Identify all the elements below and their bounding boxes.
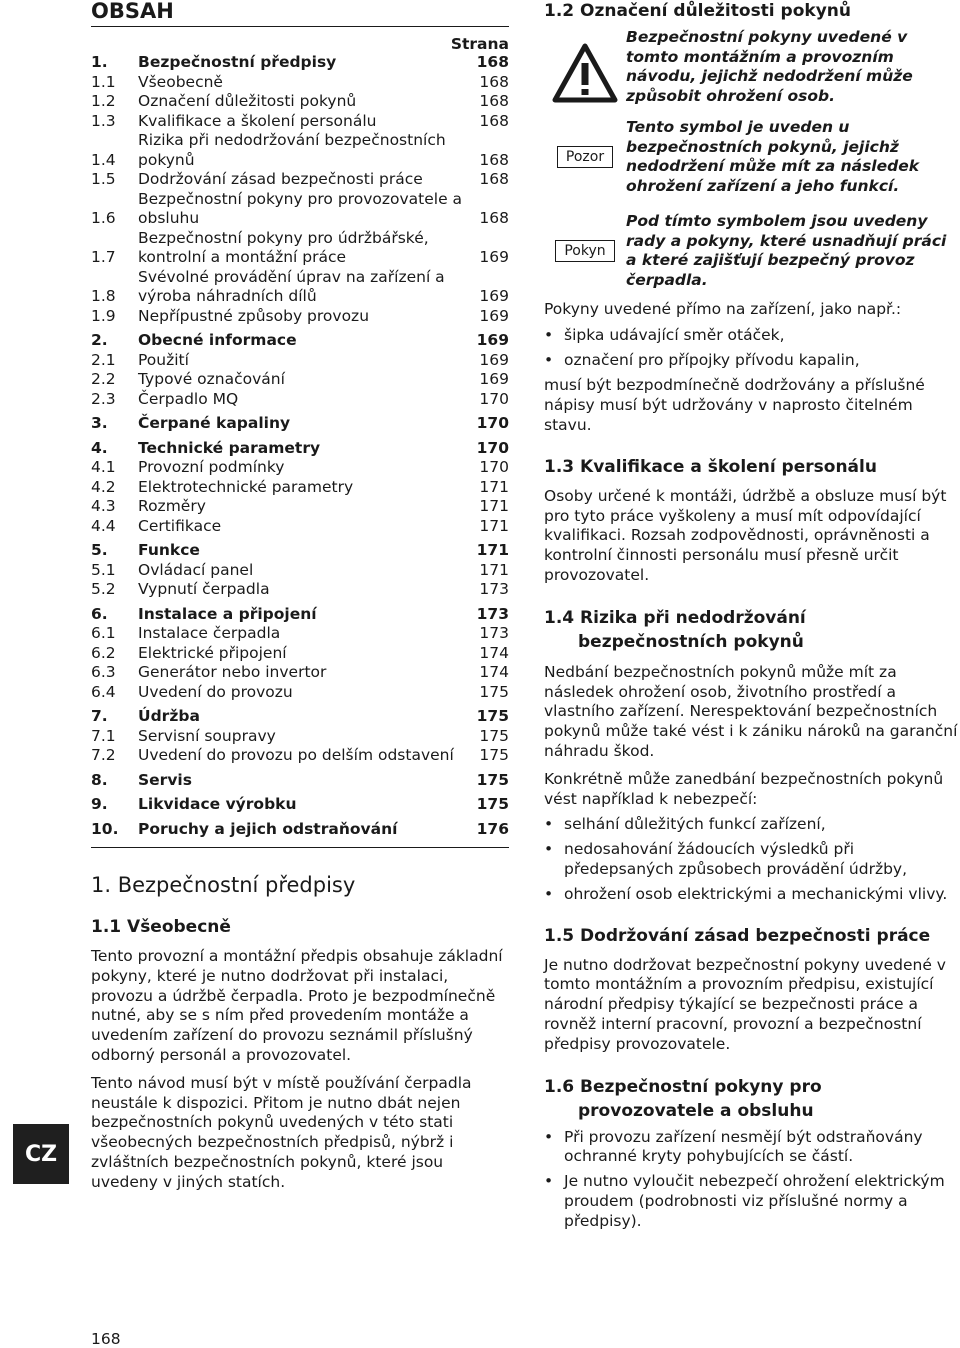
- toc-entry: [91, 771, 509, 791]
- section-1-5-paragraph-1: Je nutno dodržovat bezpečnostní pokyny uvedené v tomto montážním a provozním předpisu, existující národní předpisy týkající se bezpečnosti práce a rovněž interní pracovní, provozní a bezpečnostní předpisy provozovatele.: [544, 955, 946, 1053]
- toc-entry: [91, 644, 509, 664]
- toc-entry-title: Bezpečnostní pokyny pro údržbářské, kontrolní a montážní práce: [138, 228, 429, 266]
- toc-entry-title: Dodržování zásad bezpečnosti práce: [138, 170, 423, 188]
- toc-entry: [91, 746, 509, 766]
- toc-entry-number: 1.9: [91, 306, 116, 325]
- toc-entry-page: 169: [476, 331, 509, 349]
- toc-entry: [91, 683, 509, 703]
- toc-entry-page: 168: [476, 53, 509, 71]
- toc-entry: [91, 541, 509, 561]
- toc-entry-title: Instalace a připojení: [138, 604, 317, 623]
- toc-entry-number: 1.4: [91, 150, 116, 169]
- toc-entry-number: 1.6: [91, 209, 116, 227]
- toc-entry-page: 170: [476, 438, 509, 457]
- toc-entry: [91, 795, 509, 815]
- toc-entry-number: 6.4: [91, 682, 116, 701]
- toc-entry-title: Uvedení do provozu: [138, 682, 293, 701]
- toc-entry-number: 4.4: [91, 516, 116, 535]
- section-1-1-heading: 1.1 Všeobecně: [91, 917, 231, 937]
- toc-entry: [91, 605, 509, 625]
- left-column: [91, 0, 509, 1193]
- toc-entry-number: 1.7: [91, 248, 116, 266]
- toc-entry-number: 5.: [91, 541, 108, 559]
- toc-entry-page: 168: [479, 150, 509, 169]
- toc-entry-page: 174: [479, 643, 509, 662]
- toc-entry-title: Čerpané kapaliny: [138, 414, 291, 432]
- page-number: 168: [91, 1330, 121, 1348]
- toc-entry-title: Uvedení do provozu po delším odstavení: [138, 746, 454, 764]
- toc-entry: [91, 663, 509, 683]
- toc-entry-page: 173: [479, 580, 509, 598]
- toc-entry: [91, 170, 509, 190]
- toc-entry: [91, 707, 509, 727]
- section-1-2-bullets: [544, 326, 960, 371]
- section-1-5-heading: 1.5 Dodržování zásad bezpečnosti práce: [544, 925, 931, 946]
- warning-note-text: Bezpečnostní pokyny uvedené v tomto montážním a provozním návodu, jejichž nedodržení může způsobit ohrožení osob.: [626, 28, 913, 105]
- toc-entry-number: 5.1: [91, 560, 116, 579]
- section-1-4-heading: 1.4 Rizika při nedodržování bezpečnostních pokynů: [544, 607, 806, 652]
- toc-entry-number: 2.2: [91, 370, 116, 388]
- toc-list: [91, 53, 509, 839]
- toc-entry-number: 2.3: [91, 389, 116, 408]
- toc-entry: [91, 390, 509, 410]
- toc-end-rule: [91, 847, 509, 848]
- toc-entry-number: 6.3: [91, 663, 116, 681]
- toc-entry: [91, 351, 509, 371]
- list-item: • selhání důležitých funkcí zařízení,: [544, 815, 826, 834]
- section-1-1-paragraph-1: Tento provozní a montážní předpis obsahuje základní pokyny, které je nutno dodržovat při instalaci, provozu a údržbě čerpadla. Proto je bezpodmínečně nutné, aby se s ním před provedením montáže a uvedením zařízení do provozu seznámil příslušný odborný personál a provozovatel.: [91, 947, 503, 1064]
- toc-entry: [91, 820, 509, 840]
- toc-entry-title: Technické parametry: [138, 438, 321, 457]
- section-1-2-paragraph-2: musí být bezpodmínečně dodržovány a příslušné nápisy musí být udržovány v naprosto čitelném stavu.: [544, 376, 925, 434]
- toc-entry-page: 171: [479, 497, 509, 515]
- toc-title: OBSAH: [91, 0, 174, 23]
- toc-entry-title: Údržba: [138, 707, 200, 725]
- section-1-2-heading: 1.2 Označení důležitosti pokynů: [544, 1, 851, 21]
- toc-entry-page: 169: [479, 350, 509, 369]
- toc-entry-number: 4.: [91, 438, 108, 457]
- toc-entry-title: Všeobecně: [138, 72, 223, 91]
- toc-entry-title: Ovládací panel: [138, 560, 254, 579]
- section-1-1-paragraph-2: Tento návod musí být v místě používání čerpadla neustále k dispozici. Přitom je nutno dbát nejen bezpečnostních pokynů uvedených v této stati všeobecných bezpečnostních předpisů, nýbrž i zvláštních bezpečnostních pokynů, které jsou uvedeny v jiných statích.: [91, 1073, 472, 1191]
- pokyn-note: [544, 212, 960, 290]
- toc-entry-title: Generátor nebo invertor: [138, 663, 327, 681]
- toc-entry-number: 6.: [91, 604, 108, 623]
- toc-entry-number: 1.1: [91, 72, 116, 91]
- toc-entry-title: Rozměry: [138, 497, 206, 515]
- toc-entry-title: Čerpadlo MQ: [138, 389, 239, 408]
- list-item: • ohrožení osob elektrickými a mechanickými vlivy.: [544, 884, 948, 903]
- toc-entry-number: 1.: [91, 53, 108, 71]
- toc-entry-number: 8.: [91, 770, 108, 789]
- toc-entry-page: 173: [476, 604, 509, 623]
- toc-entry: [91, 561, 509, 581]
- toc-entry-page: 168: [479, 209, 509, 227]
- toc-entry-number: 6.2: [91, 643, 116, 662]
- list-item: • Je nutno vyloučit nebezpečí ohrožení elektrickým proudem (podrobnosti viz příslušné normy a předpisy).: [544, 1172, 945, 1230]
- toc-entry: [91, 53, 509, 73]
- toc-entry-page: 175: [476, 770, 509, 789]
- toc-entry-page: 168: [479, 170, 509, 188]
- section-1-4-bullets: [544, 815, 960, 904]
- right-column: [544, 0, 960, 1232]
- toc-entry-title: Elektrické připojení: [138, 643, 287, 662]
- toc-entry-page: 176: [476, 819, 509, 838]
- toc-entry-title: Označení důležitosti pokynů: [138, 92, 357, 110]
- toc-entry-page: 174: [479, 663, 509, 681]
- list-item: • označení pro přípojky přívodu kapalin,: [544, 350, 860, 369]
- toc-entry-page: 175: [476, 707, 509, 725]
- toc-entry-number: 1.8: [91, 287, 116, 305]
- toc-entry-title: Použití: [138, 350, 189, 369]
- pozor-note: [544, 118, 960, 196]
- toc-page-column-label: Strana: [450, 35, 509, 53]
- toc-entry-title: Bezpečnostní pokyny pro provozovatele a obsluhu: [138, 189, 463, 227]
- toc-entry-number: 9.: [91, 795, 108, 813]
- toc-entry-number: 2.1: [91, 350, 116, 369]
- toc-entry-number: 1.2: [91, 92, 116, 110]
- toc-entry-page: 175: [476, 795, 509, 813]
- list-item: • nedosahování žádoucích výsledků při předepsaných způsobech provádění údržby,: [544, 840, 908, 878]
- toc-entry-title: Obecné informace: [138, 331, 297, 349]
- list-item: • Při provozu zařízení nesmějí být odstraňovány ochranné kryty pohybujících se částí.: [544, 1127, 923, 1166]
- toc-entry-page: 168: [479, 72, 509, 91]
- toc-entry-title: Elektrotechnické parametry: [138, 477, 354, 496]
- toc-entry-number: 7.2: [91, 746, 116, 764]
- section-1-6-bullets: [544, 1128, 960, 1232]
- warning-note: [544, 28, 960, 106]
- toc-entry-page: 170: [476, 414, 509, 432]
- toc-entry-title: Certifikace: [138, 516, 222, 535]
- toc-entry-page: 175: [479, 746, 509, 764]
- toc-entry-page: 171: [479, 560, 509, 579]
- toc-entry: [91, 439, 509, 459]
- pokyn-note-text: Pod tímto symbolem jsou uvedeny rady a pokyny, které usnadňují práci a které zajišťují bezpečný provoz čerpadla.: [626, 212, 947, 289]
- toc-entry: [91, 414, 509, 434]
- pozor-label: Pozor: [557, 146, 613, 168]
- toc-entry-number: 4.2: [91, 477, 116, 496]
- toc-entry: [91, 497, 509, 517]
- toc-entry-number: 10.: [91, 819, 119, 838]
- toc-entry-title: Typové označování: [138, 370, 285, 388]
- toc-entry-number: 2.: [91, 331, 108, 349]
- toc-entry-page: 171: [476, 541, 509, 559]
- toc-entry: [91, 268, 509, 307]
- toc-entry-title: Servisní soupravy: [138, 726, 276, 745]
- pokyn-label: Pokyn: [555, 240, 614, 262]
- toc-entry-title: Bezpečnostní předpisy: [138, 53, 337, 71]
- pozor-note-text: Tento symbol je uveden u bezpečnostních pokynů, jejichž nedodržení může mít za následek ohrožení zařízení a jeho funkcí.: [626, 118, 920, 195]
- toc-entry-number: 1.3: [91, 111, 116, 130]
- toc-entry-page: 169: [479, 306, 509, 325]
- toc-entry: [91, 307, 509, 327]
- toc-entry-title: Svévolné provádění úprav na zařízení a výroba náhradních dílů: [138, 267, 445, 305]
- toc-entry-number: 1.5: [91, 170, 116, 188]
- toc-entry-page: 170: [479, 458, 509, 476]
- toc-entry-title: Kvalifikace a školení personálu: [138, 111, 377, 130]
- toc-entry-page: 171: [479, 477, 509, 496]
- toc-entry-title: Likvidace výrobku: [138, 795, 297, 813]
- toc-entry-page: 175: [479, 682, 509, 701]
- toc-title-rule: [91, 26, 509, 27]
- toc-entry-title: Provozní podmínky: [138, 458, 285, 476]
- toc-entry-page: 169: [479, 287, 509, 305]
- toc-entry-page: 171: [479, 516, 509, 535]
- toc-entry: [91, 190, 509, 229]
- toc-entry-page: 170: [479, 389, 509, 408]
- toc-entry-page: 169: [479, 370, 509, 388]
- toc-entry-page: 169: [479, 248, 509, 266]
- toc-entry-page: 175: [479, 726, 509, 745]
- toc-entry: [91, 580, 509, 600]
- toc-entry-number: 7.: [91, 707, 108, 725]
- section-1-4-paragraph-1: Nedbání bezpečnostních pokynů může mít za následek ohrožení osob, životního prostředí a vlastního zařízení. Nerespektování bezpečnostních pokynů může také vést i k zániku nároků na garanční náhradu škod.: [544, 662, 958, 760]
- section-1-3-paragraph-1: Osoby určené k montáži, údržbě a obsluze musí být pro tyto práce vyškoleny a musí mít odpovídající kvalifikaci. Rozsah zodpovědnosti, oprávněnosti a kontrolní činnosti personálu musí přesně určit provozovatel.: [544, 486, 947, 584]
- toc-entry: [91, 727, 509, 747]
- toc-entry: [91, 458, 509, 478]
- toc-entry-title: Poruchy a jejich odstraňování: [138, 819, 398, 838]
- toc-entry-number: 4.3: [91, 497, 116, 515]
- toc-entry: [91, 517, 509, 537]
- warning-triangle-icon: [544, 43, 626, 103]
- list-item: • šipka udávající směr otáček,: [544, 325, 785, 344]
- section-1-6-heading: 1.6 Bezpečnostní pokyny pro provozovatele a obsluhu: [544, 1076, 822, 1121]
- toc-entry-page: 168: [479, 92, 509, 110]
- language-tab: CZ: [13, 1124, 69, 1184]
- toc-entry: [91, 112, 509, 132]
- toc-entry: [91, 370, 509, 390]
- toc-entry-number: 4.1: [91, 458, 116, 476]
- toc-entry-title: Rizika při nedodržování bezpečnostních pokynů: [138, 131, 446, 169]
- toc-entry-page: 173: [479, 624, 509, 642]
- toc-entry-number: 3.: [91, 414, 108, 432]
- toc-entry: [91, 624, 509, 644]
- toc-entry-page: 168: [479, 111, 509, 130]
- toc-entry: [91, 478, 509, 498]
- toc-entry-number: 7.1: [91, 726, 116, 745]
- toc-entry: [91, 229, 509, 268]
- toc-entry: [91, 92, 509, 112]
- toc-entry-title: Funkce: [138, 541, 200, 559]
- section-1-3-heading: 1.3 Kvalifikace a školení personálu: [544, 456, 877, 477]
- section-1-2-paragraph-1: Pokyny uvedené přímo na zařízení, jako např.:: [544, 300, 902, 318]
- toc-entry-title: Servis: [138, 770, 192, 789]
- toc-entry-title: Nepřípustné způsoby provozu: [138, 306, 370, 325]
- chapter-heading: 1. Bezpečnostní předpisy: [91, 873, 356, 897]
- toc-entry: [91, 331, 509, 351]
- section-1-4-paragraph-2: Konkrétně může zanedbání bezpečnostních pokynů vést například k nebezpečí:: [544, 769, 944, 808]
- toc-entry-title: Instalace čerpadla: [138, 624, 281, 642]
- toc-entry-number: 5.2: [91, 580, 116, 598]
- toc-entry: [91, 73, 509, 93]
- toc-entry-title: Vypnutí čerpadla: [138, 580, 270, 598]
- toc-entry: [91, 131, 509, 170]
- toc-entry-number: 6.1: [91, 624, 116, 642]
